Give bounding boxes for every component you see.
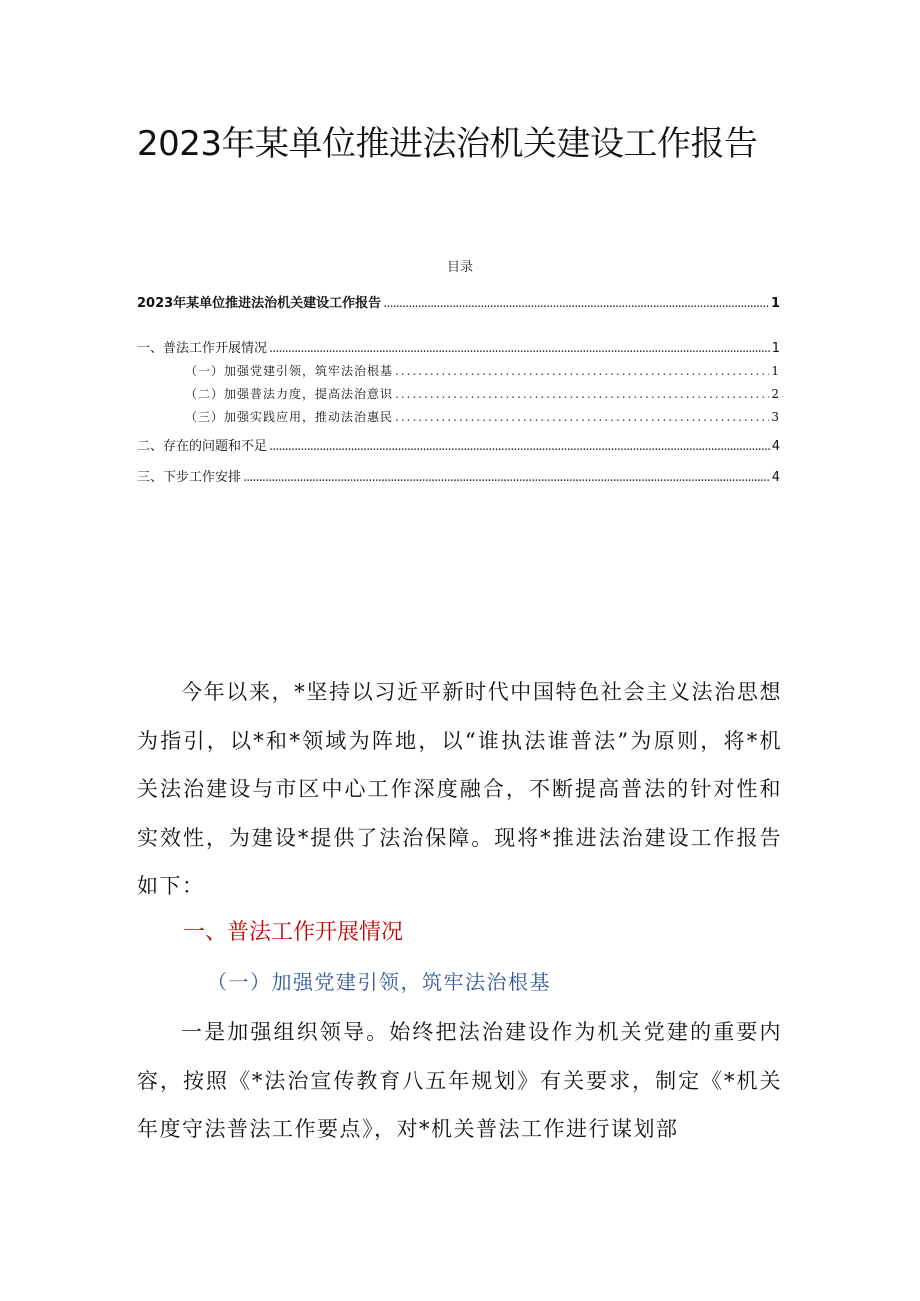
toc-entry-text: （二）加强普法力度，提高法治意识 [185, 387, 394, 401]
toc-entry-text: （三）加强实践应用，推动法治惠民 [185, 410, 394, 424]
toc-entry-page: 3 [771, 410, 780, 424]
toc-leader-dots [269, 439, 770, 454]
subsection-heading: （一）加强党建引领，筑牢法治根基 [207, 970, 551, 994]
toc-entry-subsection-2[interactable] [185, 385, 780, 402]
toc-entry-page: 1 [771, 341, 780, 356]
toc-leader-dots [395, 410, 769, 424]
toc-entry-subsection-1[interactable] [185, 362, 780, 379]
toc-entry-page: 4 [771, 439, 780, 454]
toc-leader-dots [269, 341, 770, 356]
toc-entry-page: 1 [770, 296, 780, 311]
intro-paragraph: 今年以来，*坚持以习近平新时代中国特色社会主义法治思想为指引，以*和*领域为阵地，以“谁执法谁普法”为原则，将*机关法治建设与市区中心工作深度融合，不断提高普法的针对性和实效性，为建设*提供了法治保障。现将*推进法治建设工作报告如下： [137, 680, 782, 898]
toc-entry-page: 4 [771, 470, 780, 485]
toc-leader-dots [395, 364, 769, 378]
section-heading: 一、普法工作开展情况 [183, 920, 404, 945]
toc-entry-section-2[interactable] [137, 435, 780, 454]
toc-entry-page: 2 [771, 387, 780, 401]
toc-heading: 目录 [446, 260, 473, 275]
toc-entry-title[interactable] [137, 292, 780, 311]
toc-entry-text: 三、下步工作安排 [137, 470, 242, 485]
toc-entry-text: （一）加强党建引领，筑牢法治根基 [185, 364, 394, 378]
toc-entry-text: 二、存在的问题和不足 [137, 439, 268, 454]
document-title: 2023年某单位推进法治机关建设工作报告 [137, 124, 758, 164]
toc-entry-text: 2023年某单位推进法治机关建设工作报告 [137, 296, 382, 311]
toc-entry-section-1[interactable] [137, 337, 780, 356]
toc-entry-section-3[interactable] [137, 466, 780, 485]
body-paragraph: 一是加强组织领导。始终把法治建设作为机关党建的重要内容，按照《*法治宣传教育八五年规划》有关要求，制定《*机关年度守法普法工作要点》，对*机关普法工作进行谋划部 [137, 1020, 782, 1141]
toc-leader-dots [243, 470, 770, 485]
toc-leader-dots [395, 387, 769, 401]
toc-leader-dots [383, 296, 769, 311]
toc-entry-subsection-3[interactable] [185, 408, 780, 425]
toc-entry-text: 一、普法工作开展情况 [137, 341, 268, 356]
toc-entry-page: 1 [771, 364, 780, 378]
